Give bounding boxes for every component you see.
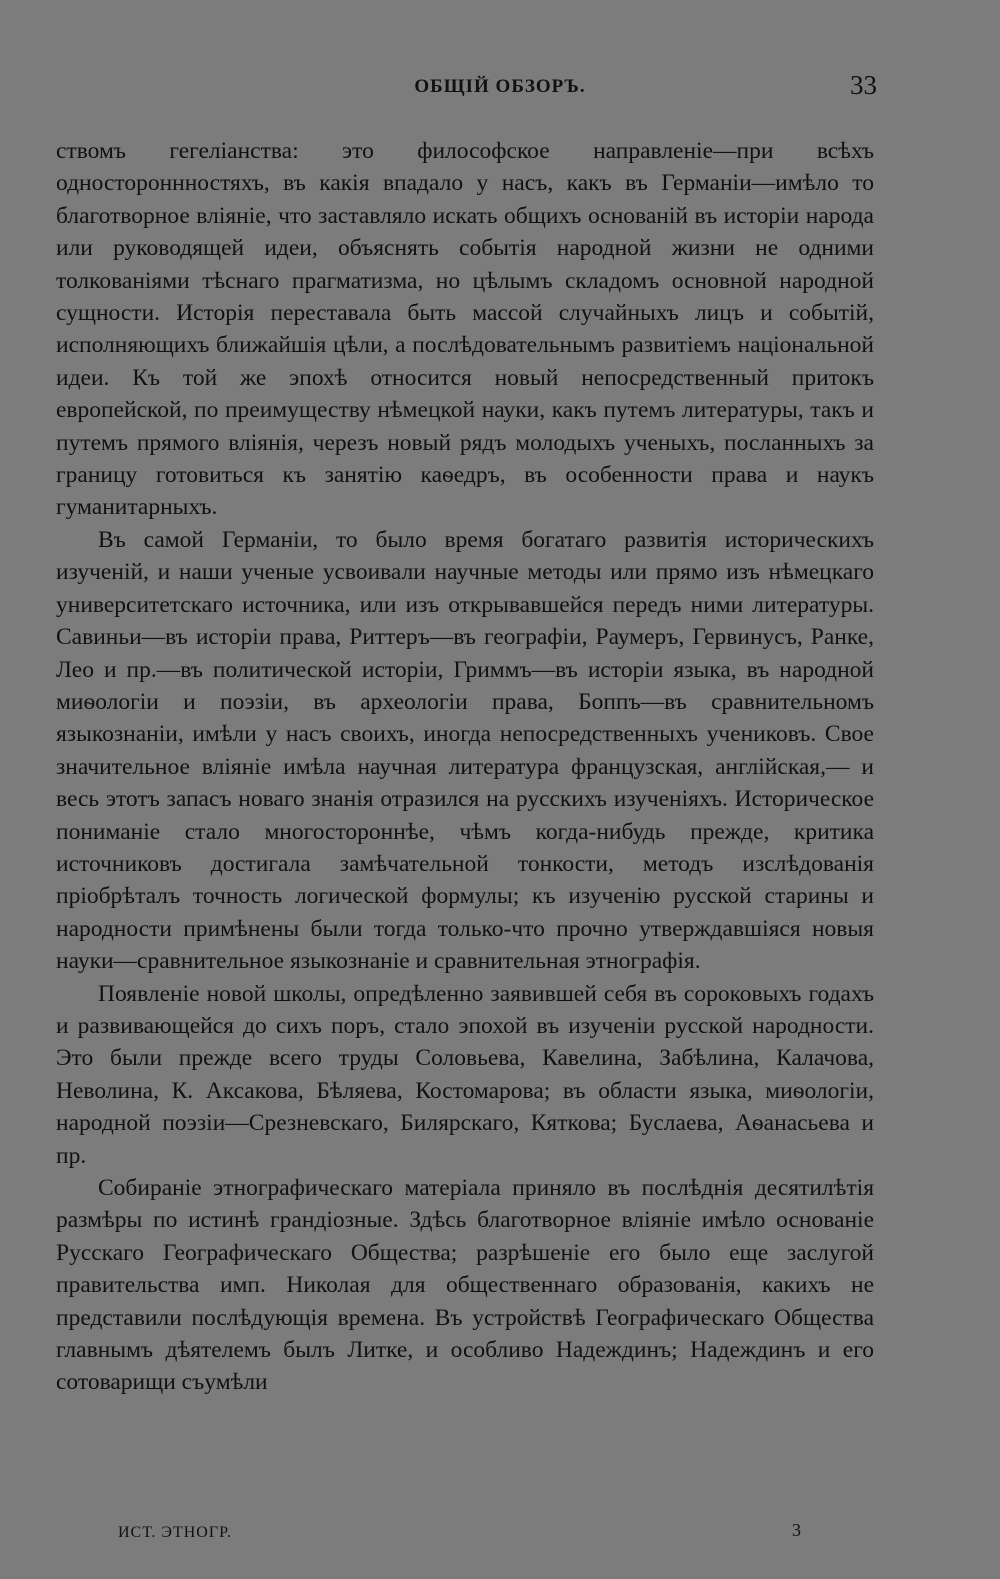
running-title: ОБЩІЙ ОБЗОРЪ. — [414, 76, 586, 97]
paragraph-3: Появленіе новой школы, опредѣленно заявившей себя въ сороковыхъ годахъ и развивающейся до сихъ поръ, стало эпохой въ изученіи русской народности. Это были прежде всего труды Соловьева, Кавелина, Забѣлина, Калачова, Неволина, К. Аксакова, Бѣляева, Костомарова; въ области языка, миѳологіи, народной поэзіи—Срезневскаго, Билярскаго, Кяткова; Буслаева, Аѳанасьева и пр. — [56, 980, 874, 1169]
footer-sheet-number: 3 — [792, 1520, 801, 1540]
paragraph-2: Въ самой Германіи, то было время богатаго развитія историческихъ изученій, и наши ученые усвоивали научные методы или прямо изъ нѣмецкаго университетскаго источника, или изъ открывавшейся передъ ними литературы. Савиньи—въ исторіи права, Риттеръ—въ географіи, Раумеръ, Гервинусъ, Ранке, Лео и пр.—въ политической исторіи, Гриммъ—въ исторіи языка, въ народной миѳологіи и поэзіи, въ археологіи права, Боппъ—въ сравнительномъ языкознаніи, имѣли у насъ своихъ, иногда непосредственныхъ учениковъ. Свое значительное вліяніе имѣла научная литература французская, англійская,— и весь этотъ запасъ новаго знанія отразился на русскихъ изученіяхъ. Историческое пониманіе стало многостороннѣе, чѣмъ когда-нибудь прежде, критика источниковъ достигала замѣчательной тонкости, методъ изслѣдованія пріобрѣталъ точность логической формулы; къ изученію русской старины и народности примѣнены были тогда только-что прочно утверждавшіяся новыя науки—сравнительное языкознаніе и сравнительная этнографія. — [56, 526, 874, 975]
footer-signature: ИСТ. ЭТНОГР. — [118, 1524, 232, 1541]
paragraph-4: Собираніе этнографическаго матеріала приняло въ послѣднія десятилѣтія размѣры по истинѣ грандіозные. Здѣсь благотворное вліяніе имѣло основаніе Русскаго Географическаго Общества; разрѣшеніе его было еще заслугой правительства имп. Николая для общественнаго образованія, какихъ не представили послѣдующія времена. Въ устройствѣ Географическаго Общества главнымъ дѣятелемъ былъ Литке, и особливо Надеждинъ; Надеждинъ и его сотоварищи съумѣли — [56, 1175, 874, 1396]
paragraph-1: ствомъ гегеліанства: это философское направленіе—при всѣхъ одностороннностяхъ, въ какія впадало у насъ, какъ въ Германіи—имѣло то благотворное вліяніе, что заставляло искать общихъ основаній въ исторіи народа или руководящей идеи, объяснять событія народной жизни не одними толкованіями тѣснаго прагматизма, но цѣлымъ складомъ основной народной сущности. Исторія переставала быть массой случайныхъ лицъ и событій, исполняющихъ ближайшія цѣли, а послѣдовательнымъ развитіемъ національной идеи. Къ той же эпохѣ относится новый непосредственный притокъ европейской, по преимуществу нѣмецкой науки, какъ путемъ литературы, такъ и путемъ прямого вліянія, черезъ новый рядъ молодыхъ ученыхъ, посланныхъ за границу готовиться къ занятію каѳедръ, въ особенности права и наукъ гуманитарныхъ. — [56, 138, 874, 521]
body-text — [56, 135, 874, 1399]
page-number: 33 — [850, 70, 877, 100]
